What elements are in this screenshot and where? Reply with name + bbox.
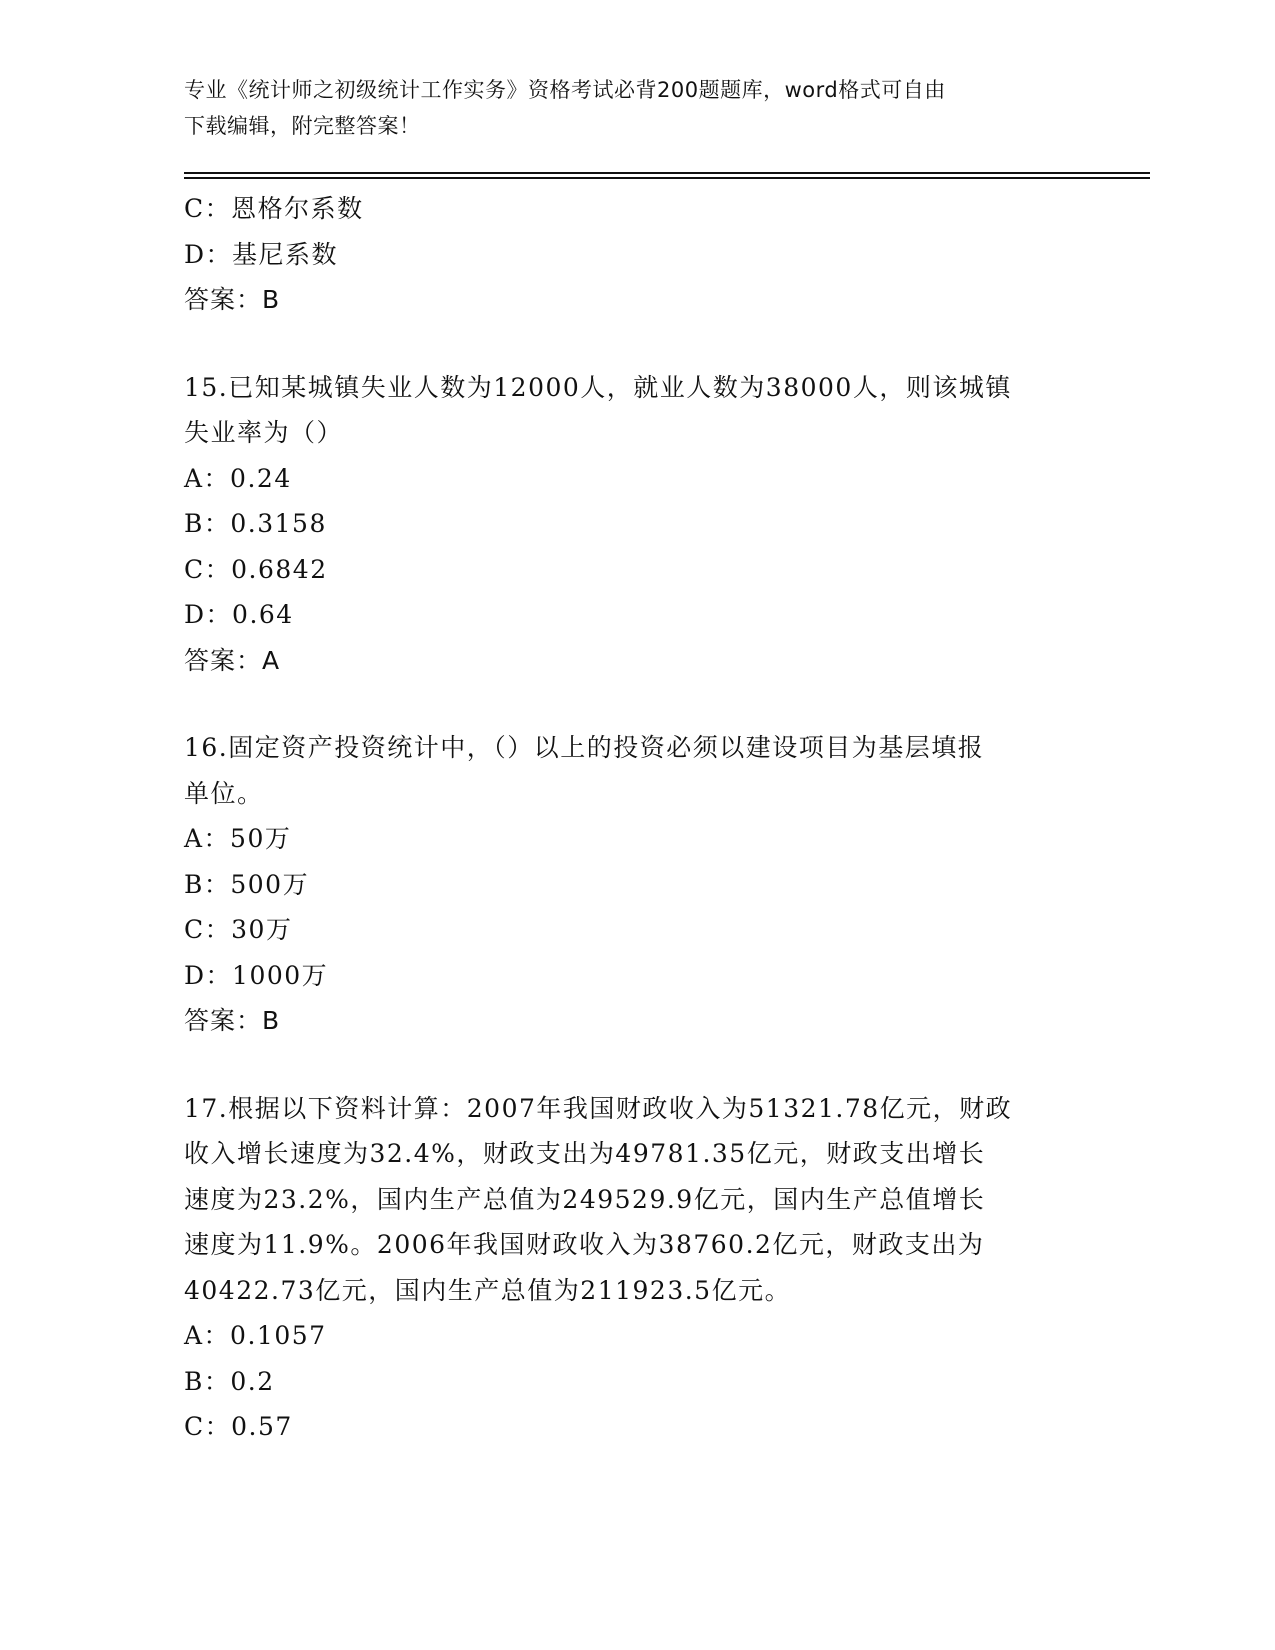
question-text: 15.已知某城镇失业人数为12000人，就业人数为38000人，则该城镇 [184,372,1012,402]
option-a: A：0.1057 [184,1321,327,1350]
option-b: B：500万 [184,869,310,899]
question-text: 40422.73亿元，国内生产总值为211923.5亿元。 [184,1275,792,1305]
question-text: 失业率为（） [184,418,344,447]
option-d: D：0.64 [184,600,294,629]
header-divider-top [184,172,1150,174]
question-16 [184,725,1084,1044]
question-text: 速度为23.2%，国内生产总值为249529.9亿元，国内生产总值增长 [184,1184,986,1214]
option-d: D：1000万 [184,960,329,990]
option-b: B：0.2 [184,1366,275,1396]
option-c: C：恩格尔系数 [184,194,364,223]
question-17 [184,1086,1084,1450]
option-c: C：0.57 [184,1412,293,1441]
option-d: D：基尼系数 [184,239,339,269]
answer: 答案：B [184,1006,281,1035]
option-a: A：0.24 [184,463,292,493]
question-text: 17.根据以下资料计算：2007年我国财政收入为51321.78亿元，财政 [184,1093,1013,1123]
question-text: 收入增长速度为32.4%，财政支出为49781.35亿元，财政支出增长 [184,1139,986,1168]
option-c: C：30万 [184,915,293,944]
question-content [184,186,1084,1450]
question-text: 单位。 [184,778,264,808]
question-text: 16.固定资产投资统计中，（）以上的投资必须以建设项目为基层填报 [184,733,985,762]
document-header [184,72,1064,144]
header-divider-bottom [184,177,1150,179]
header-line-2: 下载编辑，附完整答案！ [184,114,421,138]
question-15 [184,365,1084,684]
answer: 答案：B [184,285,281,314]
answer: 答案：A [184,645,281,675]
option-c: C：0.6842 [184,554,328,584]
header-line-1: 专业《统计师之初级统计工作实务》资格考试必背200题题库，word格式可自由 [184,78,946,102]
option-a: A：50万 [184,824,292,853]
question-text: 速度为11.9%。2006年我国财政收入为38760.2亿元，财政支出为 [184,1230,985,1259]
option-b: B：0.3158 [184,509,327,538]
